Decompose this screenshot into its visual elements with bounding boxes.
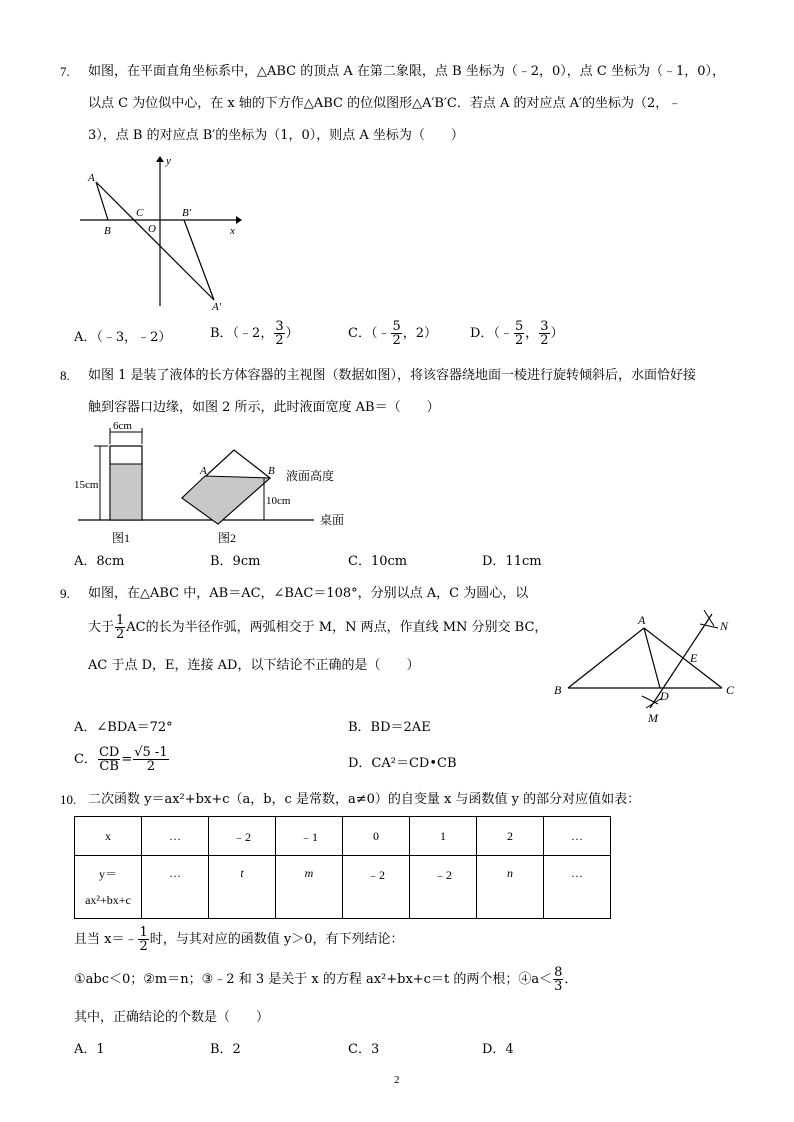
- q8-label-desk: 桌面: [320, 513, 345, 527]
- q7-label-A: A: [88, 172, 95, 184]
- q7-option-b-suffix: ）: [285, 326, 299, 341]
- q10-half-fraction: $\frac{1}{2}$: [139, 925, 148, 954]
- q10-option-c[interactable]: C．3: [348, 1042, 380, 1057]
- q7-label-Aprime: A′: [212, 301, 222, 313]
- q7-option-d[interactable]: [470, 320, 564, 347]
- q7-option-d-comma: ，: [525, 326, 539, 341]
- q9-label-D: D: [660, 689, 669, 703]
- table-cell: ﹣2: [209, 817, 276, 856]
- q9-text-line2: [88, 614, 547, 641]
- table-cell: 2: [477, 817, 544, 856]
- q8-container-figure: [74, 420, 364, 546]
- table-row-head-line2: ax²+bx+c: [85, 893, 131, 907]
- q7-option-b[interactable]: [210, 320, 299, 347]
- q8-option-d[interactable]: D．11cm: [482, 554, 542, 569]
- q9-text-line3: AC 于点 D，E，连接 AD，以下结论不正确的是（ ）: [88, 658, 420, 673]
- q8-label-liquid-height: 液面高度: [286, 469, 335, 483]
- page-number: 2: [394, 1074, 400, 1086]
- q9-option-c[interactable]: [74, 746, 170, 773]
- q9-label-B: B: [554, 683, 562, 697]
- q7-option-b-fraction: $\frac{3}{2}$: [275, 319, 284, 348]
- table-cell: …: [142, 817, 209, 856]
- q7-option-c-fraction: $\frac{5}{2}$: [392, 319, 401, 348]
- table-cell: t: [209, 856, 276, 919]
- q7-option-c-suffix: ，2）: [402, 326, 438, 341]
- table-cell: m: [276, 856, 343, 919]
- q7-option-c-prefix: C．（﹣: [348, 326, 391, 341]
- q7-text-line1: 如图，在平面直角坐标系中，△ABC 的顶点 A 在第二象限，点 B 坐标为（﹣2，0），点 C 坐标为（﹣1，0），: [88, 64, 726, 79]
- q7-number: 7.: [60, 64, 70, 79]
- table-cell: ﹣1: [276, 817, 343, 856]
- q9-option-c-equals: =: [121, 752, 133, 767]
- q7-option-d-fraction2: $\frac{3}{2}$: [540, 319, 549, 348]
- q9-line2-suffix: AC的长为半径作弧，两弧相交于 M，N 两点，作直线 MN 分别交 BC，: [126, 620, 548, 635]
- q7-option-b-prefix: B．（﹣2，: [210, 326, 274, 341]
- table-cell: 1: [410, 817, 477, 856]
- q10-option-d[interactable]: D．4: [482, 1042, 514, 1057]
- q7-option-c[interactable]: [348, 320, 437, 347]
- q10-line3-prefix: ①abc＜0；②m＝n；③﹣2 和 3 是关于 x 的方程 ax²+bx+c＝t 的两个根；④a＜: [74, 972, 553, 987]
- q8-text-line2: 触到容器口边缘，如图 2 所示，此时液面宽度 AB＝（ ）: [88, 400, 440, 415]
- q10-line2-suffix: 时，与其对应的函数值 y＞0，有下列结论：: [149, 932, 404, 947]
- q10-text-line2: [74, 926, 404, 953]
- q9-option-c-golden-ratio: $\frac{√5 -1}{2}$: [134, 745, 168, 774]
- q9-line2-prefix: 大于: [88, 620, 115, 635]
- table-row: [75, 817, 611, 856]
- q9-triangle-figure: [548, 604, 748, 726]
- q7-label-B: B: [104, 225, 111, 237]
- q9-option-d[interactable]: D．CA²＝CD•CB: [348, 756, 457, 771]
- q9-option-b[interactable]: B．BD＝2AE: [348, 720, 431, 735]
- q8-label-15cm: 15cm: [74, 479, 99, 491]
- table-cell: x: [75, 817, 142, 856]
- q9-option-c-prefix: C．: [74, 752, 97, 767]
- table-cell: …: [544, 817, 611, 856]
- q10-eight-thirds-fraction: $\frac{8}{3}$: [554, 965, 563, 994]
- q7-option-d-fraction1: $\frac{5}{2}$: [514, 319, 524, 348]
- q9-option-c-ratio: $\frac{CD}{CB}$: [98, 745, 120, 774]
- q8-text-line1: 如图 1 是装了液体的长方体容器的主视图（数据如图），将该容器绕地面一棱进行旋转倾斜后，水面恰好接: [88, 368, 697, 383]
- q7-label-C: C: [136, 207, 144, 219]
- q9-label-C: C: [726, 683, 735, 697]
- q8-label-B: B: [268, 465, 275, 477]
- table-cell: …: [142, 856, 209, 919]
- q9-label-E: E: [690, 651, 698, 665]
- q9-label-N: N: [720, 619, 729, 633]
- q7-text-line3: 3），点 B 的对应点 B′的坐标为（1，0），则点 A 坐标为（ ）: [88, 128, 464, 143]
- q10-number: 10.: [60, 792, 77, 807]
- q10-option-a[interactable]: A．1: [74, 1042, 105, 1057]
- q7-option-d-prefix: D．（﹣: [470, 326, 513, 341]
- q8-label-10cm: 10cm: [266, 495, 291, 507]
- q7-coordinate-figure: [74, 150, 254, 315]
- q7-text-line2: 以点 C 为位似中心，在 x 轴的下方作△ABC 的位似图形△A′B′C．若点 A 的对应点 A′的坐标为（2，﹣: [88, 96, 682, 111]
- q9-text-line1: 如图，在△ABC 中，AB＝AC，∠BAC＝108°，分别以点 A，C 为圆心，以: [88, 586, 529, 601]
- q7-axis-x: x: [230, 225, 235, 237]
- q8-option-a[interactable]: A．8cm: [74, 554, 125, 569]
- table-row-head-line1: y＝: [98, 867, 117, 881]
- q10-option-b[interactable]: B．2: [210, 1042, 241, 1057]
- q7-label-Bprime: B′: [182, 207, 192, 219]
- q10-line2-prefix: 且当 x＝﹣: [74, 932, 138, 947]
- q10-text-line3: [74, 966, 577, 993]
- q9-option-a[interactable]: A．∠BDA＝72°: [74, 720, 173, 735]
- table-cell: ﹣2: [343, 856, 410, 919]
- q7-axis-y: y: [166, 155, 171, 167]
- table-cell: …: [544, 856, 611, 919]
- q8-label-figure1: 图1: [112, 531, 131, 545]
- q9-half-fraction: $\frac{1}{2}$: [116, 613, 125, 642]
- table-cell: [75, 856, 142, 919]
- q8-label-6cm: 6cm: [113, 420, 132, 432]
- q10-line3-suffix: ．: [564, 972, 578, 987]
- q9-number: 9.: [60, 586, 70, 601]
- q8-label-figure2: 图2: [218, 531, 237, 545]
- q8-option-b[interactable]: B．9cm: [210, 554, 261, 569]
- q7-option-d-suffix: ）: [550, 326, 564, 341]
- q9-label-M: M: [648, 711, 658, 725]
- table-cell: ﹣2: [410, 856, 477, 919]
- q8-number: 8.: [60, 368, 70, 383]
- table-cell: n: [477, 856, 544, 919]
- q9-label-A: A: [638, 613, 646, 627]
- q8-option-c[interactable]: C．10cm: [348, 554, 408, 569]
- table-cell: 0: [343, 817, 410, 856]
- q10-text-line4: 其中，正确结论的个数是（ ）: [74, 1010, 270, 1025]
- table-row: [75, 856, 611, 919]
- q8-label-A: A: [200, 465, 207, 477]
- q7-option-a[interactable]: A．（﹣3，﹣2）: [74, 330, 172, 345]
- q10-text-line1: 二次函数 y＝ax²+bx+c（a，b，c 是常数，a≠0）的自变量 x 与函数值 y 的部分对应值如表：: [88, 792, 641, 807]
- q7-label-O: O: [148, 223, 156, 235]
- q10-value-table: [74, 816, 611, 919]
